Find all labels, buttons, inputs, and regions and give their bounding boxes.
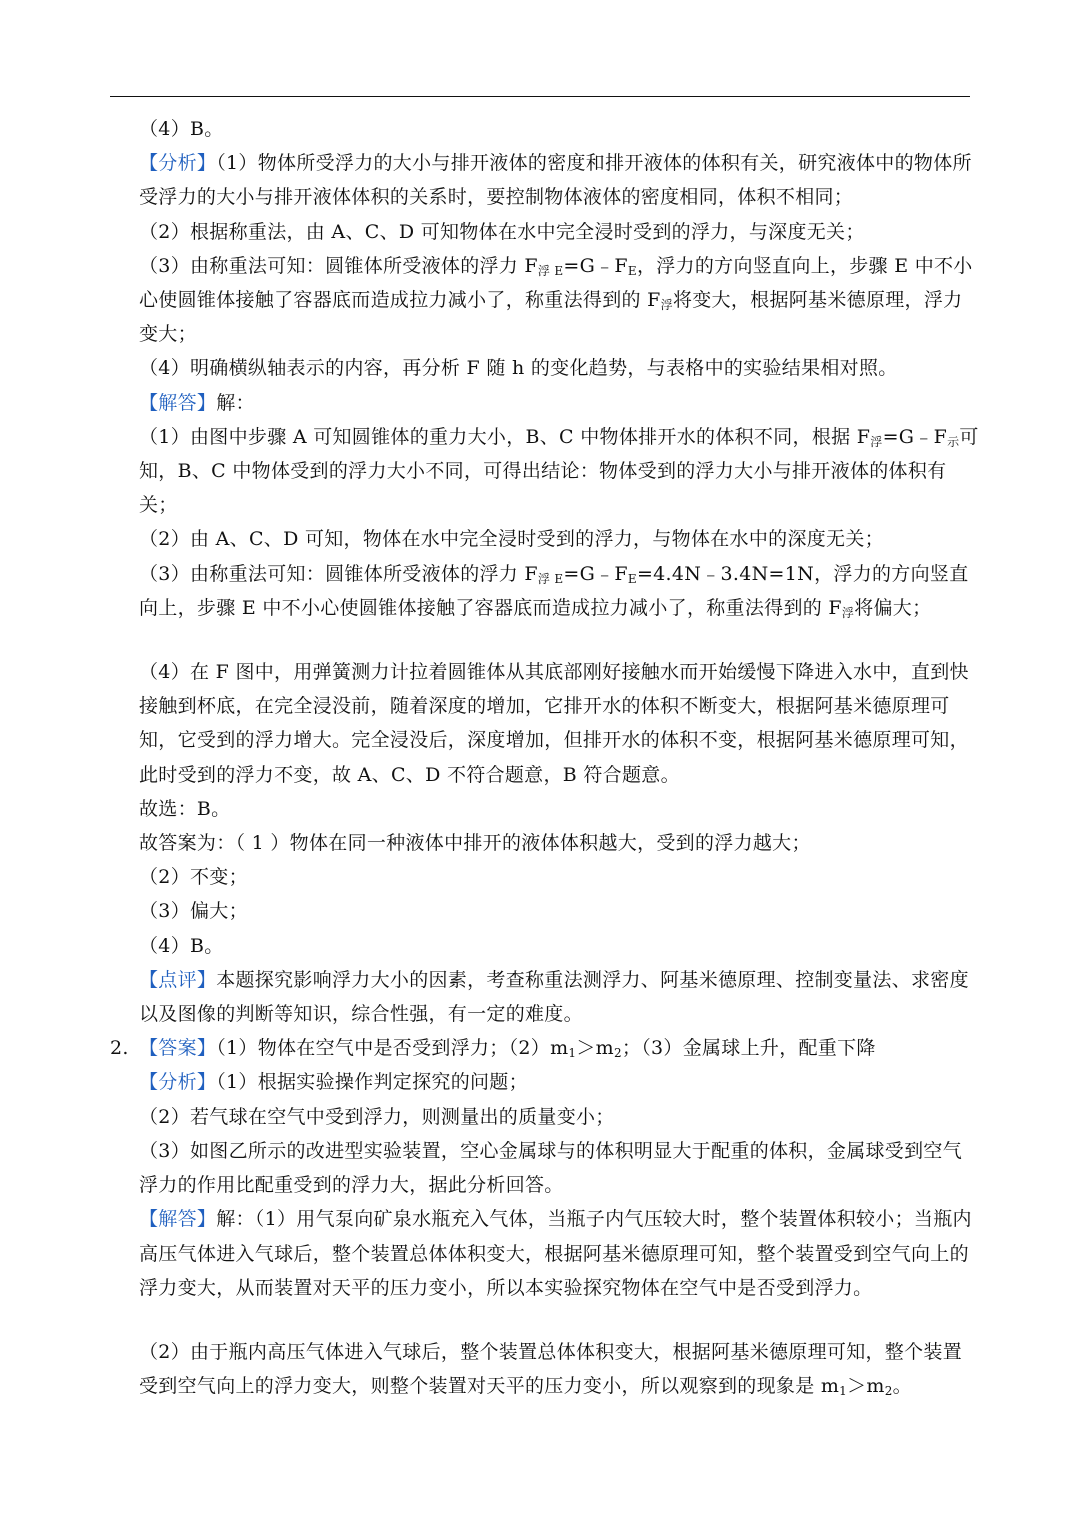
subscript: 浮 E [537, 571, 564, 586]
text-run: ＞m [576, 1037, 614, 1060]
q2-answer [110, 1031, 980, 1065]
subscript: 1 [568, 1046, 577, 1061]
question-number: 2. [110, 1037, 129, 1060]
comment-text: 本题探究影响浮力大小的因素，考查称重法测浮力、阿基米德原理、控制变量法、求密度以及图像的判断等知识，综合性强，有一定的难度。 [139, 968, 969, 1026]
q1-solution-s1 [110, 420, 980, 523]
solution-tag: 【解答】 [139, 391, 217, 414]
q2-solution-s1 [110, 1202, 980, 1305]
text-run: ，浮力的方向竖直向上，步骤 E 中不小心使圆锥体接触了容器底而造成拉力减小了，称重法得到的 F [139, 254, 973, 312]
document-body [110, 112, 980, 1403]
subscript: 浮 [660, 298, 673, 313]
q2-solution-s2 [110, 1335, 980, 1403]
subscript: E [627, 571, 637, 586]
analysis-text: （1）根据实验操作判定探究的问题； [216, 1071, 528, 1094]
text-run: ；（3）金属球上升，配重下降 [621, 1037, 876, 1060]
q1-solution-s4: （4）在 F 图中，用弹簧测力计拉着圆锥体从其底部刚好接触水而开始缓慢下降进入水中，直到快接触到杯底，在完全浸没前，随着深度的增加，它排开水的体积不断变大，根据阿基米德原理可知，它受到的浮力增大。完全浸没后，深度增加，但排开水的体积不变，根据阿基米德原理可知，此时受到的浮力不变，故 A、C、D 不符合题意，B 符合题意。 [139, 661, 969, 786]
q1-solution-s2: （2）由 A、C、D 可知，物体在水中完全浸时受到的浮力，与物体在水中的深度无关； [139, 528, 884, 551]
q1-answer-intro: 故答案为：（ 1 ）物体在同一种液体中排开的液体体积越大，受到的浮力越大； [139, 832, 811, 855]
q2-analysis-p1 [110, 1065, 980, 1099]
subscript: 浮 [841, 605, 855, 620]
subscript: 1 [839, 1384, 848, 1399]
analysis-tag: 【分析】 [139, 1071, 217, 1094]
text-run: 将偏大； [854, 596, 932, 619]
text-run: （3）由称重法可知：圆锥体所受液体的浮力 F [139, 562, 538, 585]
subscript: 2 [884, 1384, 893, 1399]
subscript: 2 [613, 1046, 622, 1061]
q1-answer-4-top: （4）B。 [139, 118, 224, 140]
comment-tag: 【点评】 [139, 968, 217, 991]
q1-answer-4: （4）B。 [139, 934, 224, 957]
subscript: 浮 [870, 434, 883, 449]
text-run: 将变大，根据阿基米德原理，浮力变大； [139, 289, 963, 346]
q1-solution-head [110, 386, 980, 420]
analysis-tag: 【分析】 [139, 152, 217, 175]
analysis-text: （1）物体所受浮力的大小与排开液体的密度和排开液体的体积有关，研究液体中的物体所受浮力的大小与排开液体体积的关系时，要控制物体液体的密度相同，体积不相同； [139, 152, 972, 209]
text-run: =G﹣F [882, 425, 948, 448]
q1-answer-2: （2）不变； [139, 866, 248, 889]
q1-solution-s3 [110, 557, 980, 625]
text-run: =4.4N﹣3.4N=1N，浮力的方向竖直向上，步骤 E 中不小心使圆锥体接触了容器底而造成拉力减小了，称重法得到的 F [139, 562, 969, 619]
q1-analysis-p1 [110, 146, 980, 214]
text-run: （1）由图中步骤 A 可知圆锥体的重力大小，B、C 中物体排开水的体积不同，根据 F [139, 425, 871, 448]
solution-tag: 【解答】 [139, 1208, 217, 1231]
q1-analysis-p2: （2）根据称重法，由 A、C、D 可知物体在水中完全浸时受到的浮力，与深度无关； [139, 220, 865, 243]
q2-analysis-p3: （3）如图乙所示的改进型实验装置，空心金属球与的体积明显大于配重的体积，金属球受到空气浮力的作用比配重受到的浮力大，据此分析回答。 [139, 1139, 962, 1197]
subscript: 示 [947, 434, 960, 449]
text-run: 。 [892, 1375, 912, 1398]
text-run: =G﹣F [563, 254, 628, 277]
answer-tag: 【答案】 [139, 1037, 217, 1060]
subscript: E [627, 263, 637, 278]
q1-analysis-p3 [110, 249, 980, 352]
text-run: （3）由称重法可知：圆锥体所受液体的浮力 F [139, 254, 538, 277]
solution-text: 解：（1）用气泵向矿泉水瓶充入气体，当瓶子内气压较大时，整个装置体积较小；当瓶内高压气体进入气球后，整个装置总体体积变大，根据阿基米德原理可知，整个装置受到空气向上的浮力变大，从而装置对天平的压力变小，所以本实验探究物体在空气中是否受到浮力。 [139, 1208, 972, 1299]
text-run: =G﹣F [563, 562, 628, 585]
subscript: 浮 E [537, 263, 564, 278]
text-run: （1）物体在空气中是否受到浮力；（2）m [216, 1037, 569, 1060]
q1-comment [110, 963, 980, 1031]
solution-intro: 解： [216, 391, 255, 414]
text-run: ＞m [847, 1375, 885, 1398]
text-run: 可知，B、C 中物体受到的浮力大小不同，可得出结论：物体受到的浮力大小与排开液体的体积有关； [139, 425, 979, 517]
q1-answer-3: （3）偏大； [139, 900, 248, 923]
spacer [110, 625, 980, 655]
text-run: （2）由于瓶内高压气体进入气球后，整个装置总体体积变大，根据阿基米德原理可知，整个装置受到空气向上的浮力变大，则整个装置对天平的压力变小，所以观察到的现象是 m [139, 1340, 962, 1398]
q2-analysis-p2: （2）若气球在空气中受到浮力，则测量出的质量变小； [139, 1105, 615, 1128]
header-rule [110, 96, 970, 97]
q1-choose: 故选：B。 [139, 797, 231, 820]
q1-analysis-p4: （4）明确横纵轴表示的内容，再分析 F 随 h 的变化趋势，与表格中的实验结果相对照。 [139, 357, 898, 380]
spacer [110, 1305, 980, 1335]
